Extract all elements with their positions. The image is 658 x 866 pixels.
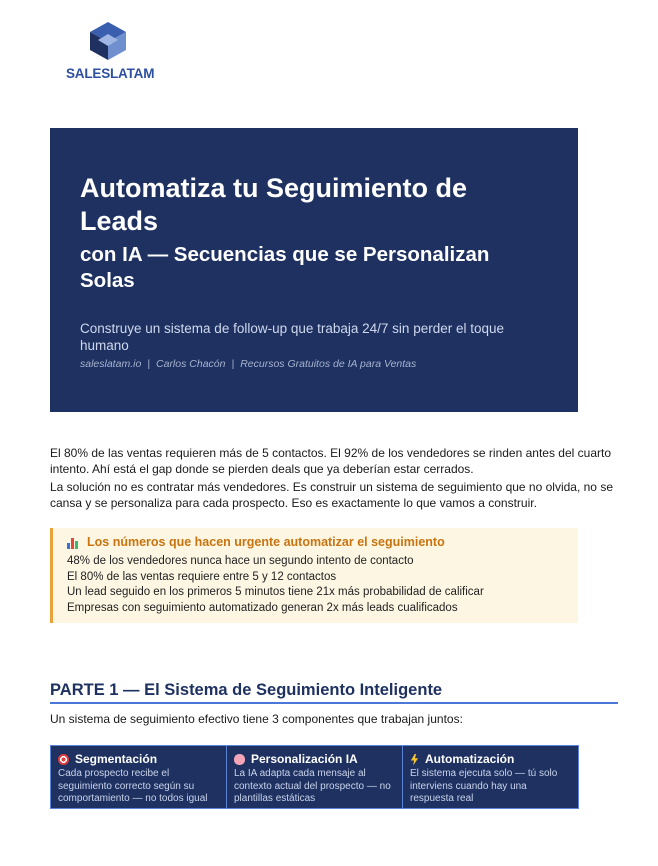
hero-subtitle: con IA — Secuencias que se Personalizan Solas <box>80 243 490 292</box>
hero-meta <box>80 358 548 370</box>
hero-banner <box>50 128 578 412</box>
card-text: Cada prospecto recibe el seguimiento correcto según su comportamiento — no todos igual <box>58 768 208 804</box>
logo-wordmark <box>66 66 154 81</box>
brain-icon <box>234 754 245 765</box>
list-item: Empresas con seguimiento automatizado generan 2x más leads cualificados <box>67 601 458 614</box>
logo-latam: LATAM <box>110 66 155 81</box>
card-title: Segmentación <box>75 752 158 766</box>
section-title: PARTE 1 — El Sistema de Seguimiento Inteligente <box>50 681 618 704</box>
list-item: 48% de los vendedores nunca hace un segundo intento de contacto <box>67 555 414 567</box>
section-intro: Un sistema de seguimiento efectivo tiene 3 componentes que trabajan juntos: <box>50 712 463 726</box>
meta-site[interactable]: saleslatam.io <box>80 358 142 370</box>
meta-author: Carlos Chacón <box>156 358 226 370</box>
component-card-personalization <box>227 746 403 808</box>
bar-chart-icon <box>67 537 81 549</box>
intro-paragraph: La solución no es contratar más vendedores. Es construir un sistema de seguimiento que no olvida, no se cansa y se personaliza para cada prospecto. Eso es exactamente lo que vamos a construir. <box>50 480 613 510</box>
card-title: Personalización IA <box>251 752 358 766</box>
card-heading <box>410 752 572 767</box>
card-text: La IA adapta cada mensaje al contexto actual del prospecto — no plantillas estáticas <box>234 768 391 804</box>
callout-heading <box>67 534 578 551</box>
components-grid <box>50 745 579 809</box>
saleslatam-logo <box>66 20 158 82</box>
card-heading <box>58 752 220 767</box>
card-text: El sistema ejecuta solo — tú solo interviens cuando hay una respuesta real <box>410 768 558 804</box>
meta-separator: | <box>231 358 235 370</box>
intro-text <box>50 445 622 511</box>
component-card-automation <box>403 746 578 808</box>
meta-series: Recursos Gratuitos de IA para Ventas <box>240 358 417 370</box>
list-item: El 80% de las ventas requiere entre 5 y 12 contactos <box>67 570 337 583</box>
target-icon <box>58 754 69 765</box>
callout-title: Los números que hacen urgente automatizar el seguimiento <box>87 535 445 549</box>
list-item: Un lead seguido en los primeros 5 minutos tiene 21x más probabilidad de calificar <box>67 586 484 598</box>
stats-callout <box>50 528 578 623</box>
hero-title: Automatiza tu Seguimiento de Leads <box>80 173 468 236</box>
intro-paragraph: El 80% de las ventas requieren más de 5 contactos. El 92% de los vendedores se rinden antes del cuarto intento. Ahí está el gap donde se pierden deals que ya deberían estar cerrados. <box>50 446 612 476</box>
cube-logo-icon <box>88 20 128 62</box>
hero-tagline: Construye un sistema de follow-up que trabaja 24/7 sin perder el toque humano <box>80 321 505 353</box>
card-heading <box>234 752 396 767</box>
card-title: Automatización <box>425 752 515 766</box>
lightning-icon <box>410 754 419 766</box>
callout-list <box>67 554 578 616</box>
logo-sales: SALES <box>66 66 111 81</box>
component-card-segmentation <box>51 746 227 808</box>
meta-separator: | <box>147 358 151 370</box>
